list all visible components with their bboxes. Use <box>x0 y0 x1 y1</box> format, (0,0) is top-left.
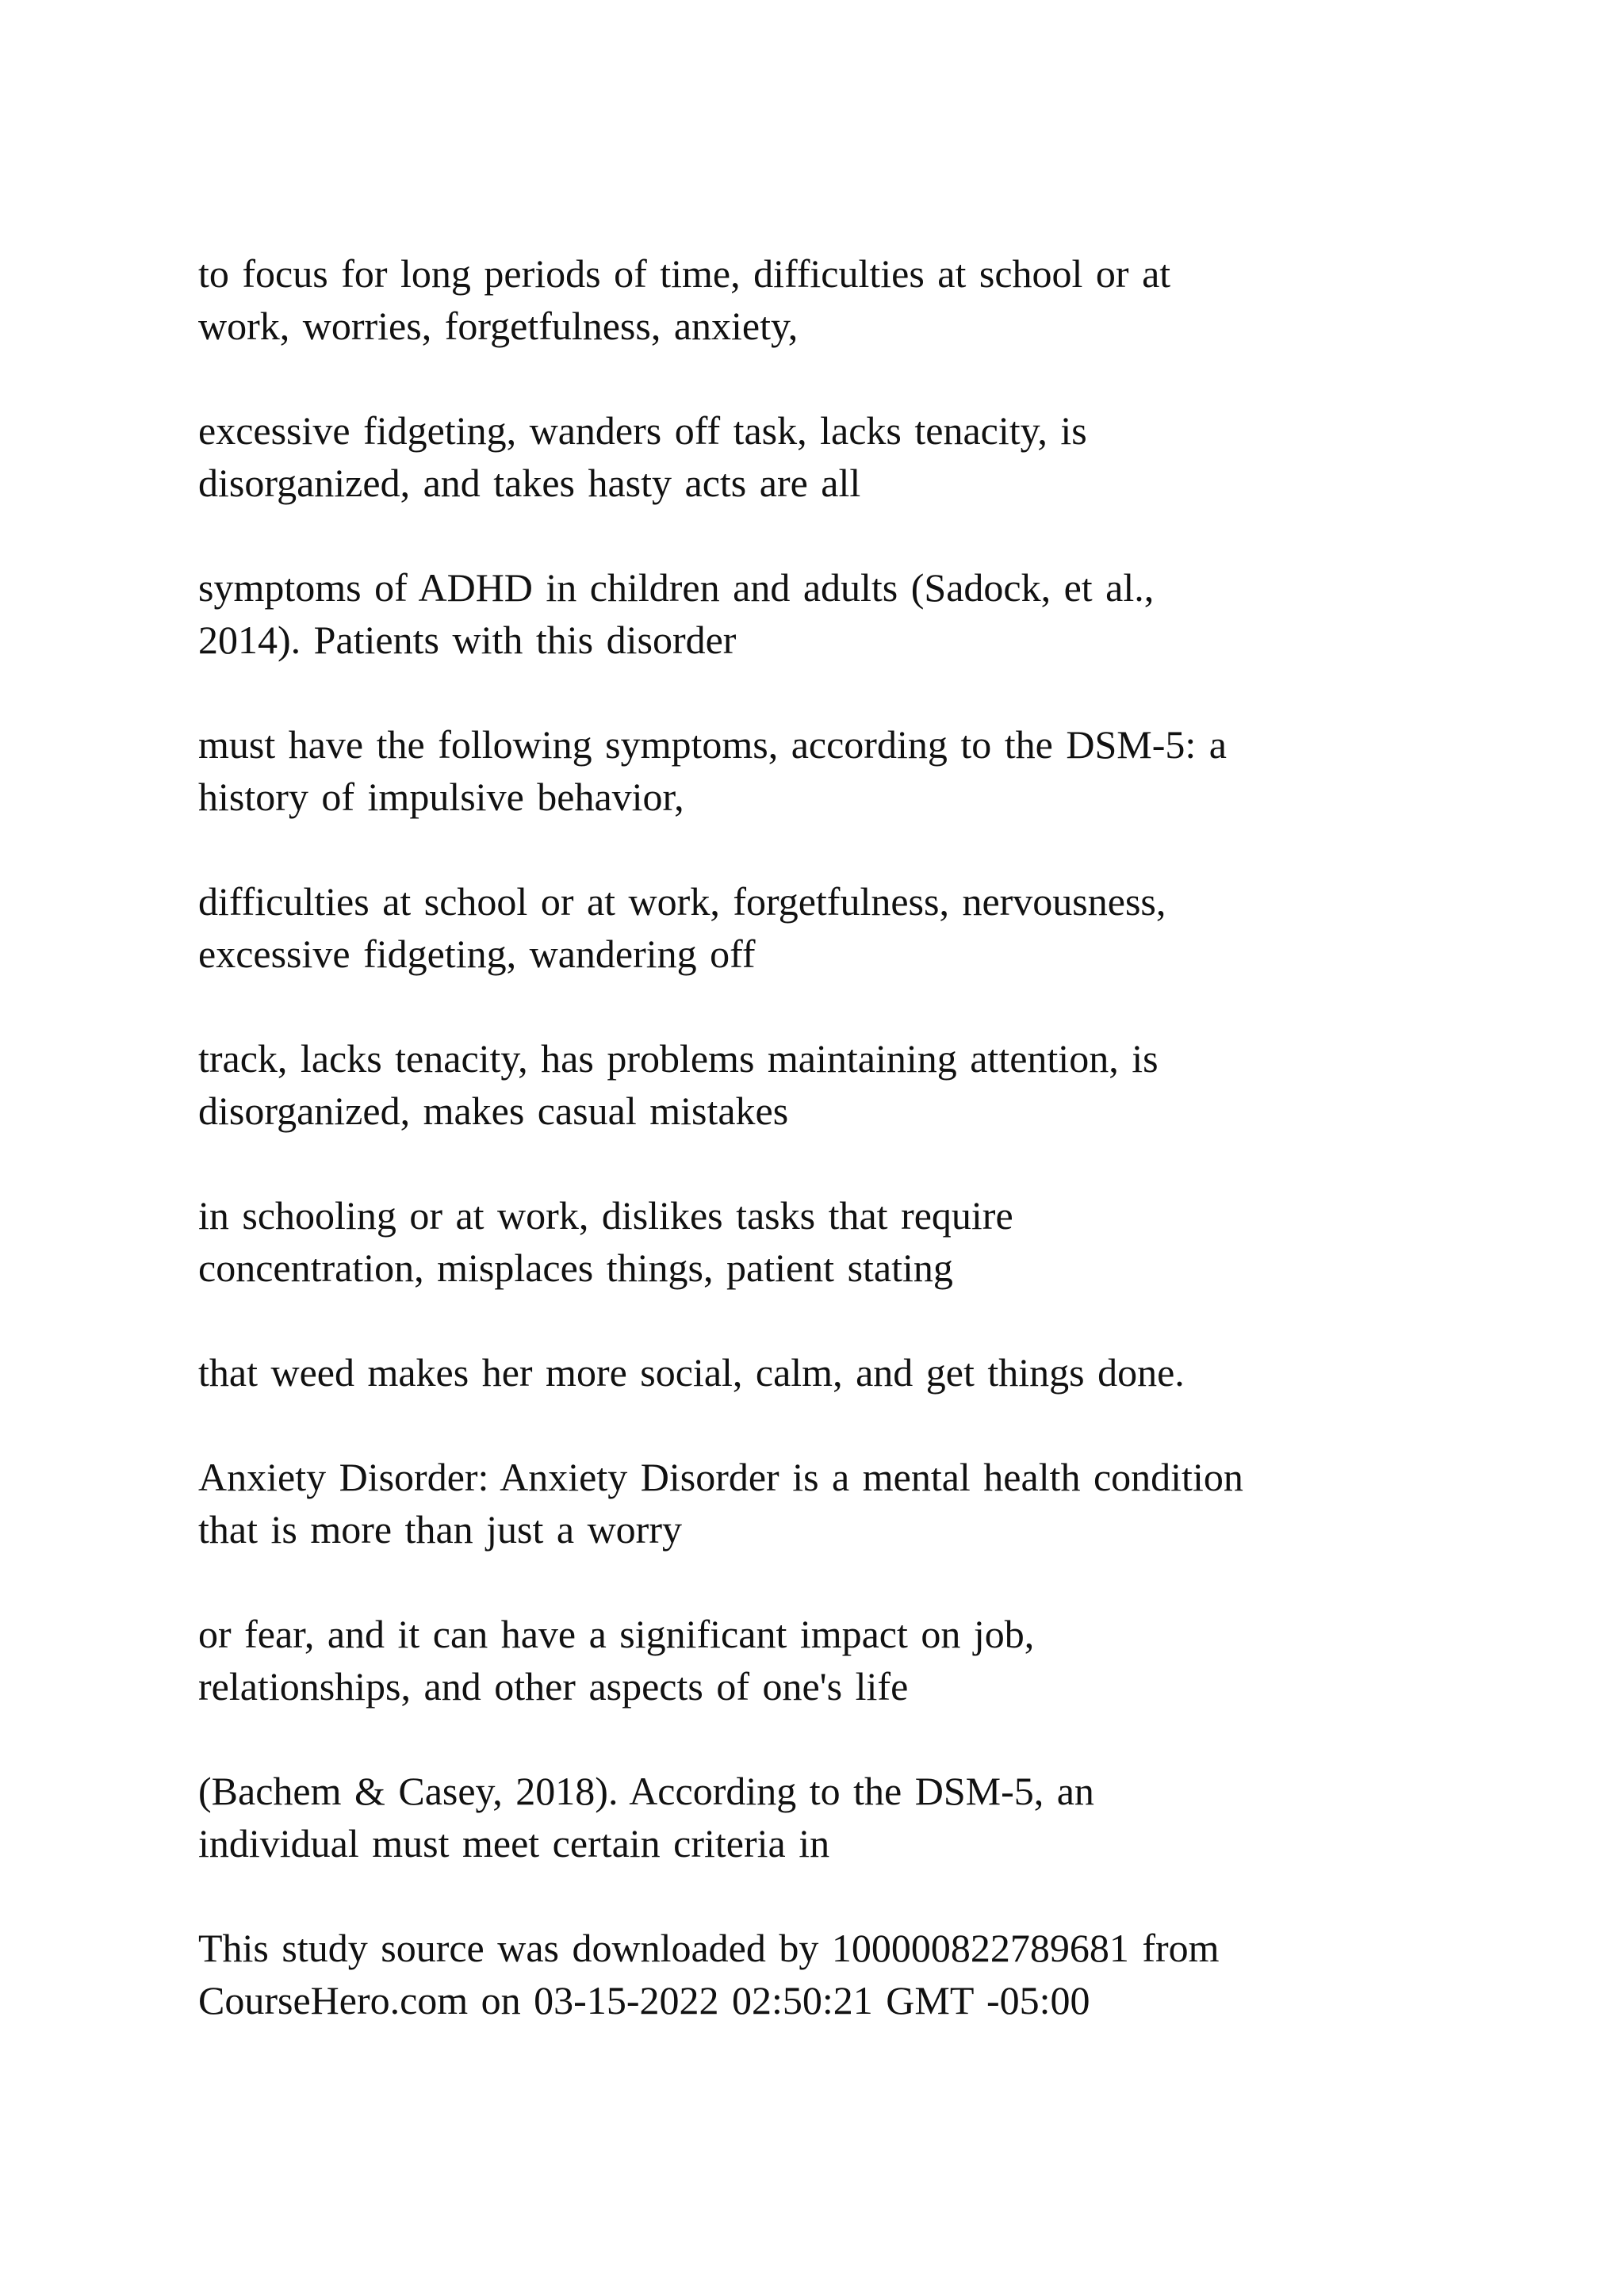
text-line: relationships, and other aspects of one's life <box>198 1664 909 1709</box>
text-line: 2014). Patients with this disorder <box>198 618 737 662</box>
text-line: concentration, misplaces things, patient stating <box>198 1246 953 1290</box>
text-line: (Bachem & Casey, 2018). According to the DSM-5, an <box>198 1769 1094 1813</box>
text-line: individual must meet certain criteria in <box>198 1821 830 1866</box>
text-line: work, worries, forgetfulness, anxiety, <box>198 304 799 348</box>
download-notice <box>198 1922 1515 2026</box>
download-notice-line: CourseHero.com on 03-15-2022 02:50:21 GMT -05:00 <box>198 1978 1090 2022</box>
text-line: difficulties at school or at work, forgetfulness, nervousness, <box>198 879 1166 924</box>
paragraph <box>198 1608 1515 1712</box>
text-line: disorganized, makes casual mistakes <box>198 1089 789 1133</box>
text-line: that weed makes her more social, calm, and get things done. <box>198 1350 1185 1395</box>
text-line: that is more than just a worry <box>198 1507 682 1552</box>
paragraph <box>198 1189 1515 1294</box>
text-line: Anxiety Disorder: Anxiety Disorder is a mental health condition <box>198 1455 1243 1499</box>
text-line: or fear, and it can have a significant impact on job, <box>198 1612 1035 1656</box>
text-line: track, lacks tenacity, has problems maintaining attention, is <box>198 1036 1159 1081</box>
download-notice-line: This study source was downloaded by 100000822789681 from <box>198 1926 1220 1970</box>
text-line: excessive fidgeting, wandering off <box>198 932 756 976</box>
text-line: symptoms of ADHD in children and adults (Sadock, et al., <box>198 565 1155 610</box>
text-line: in schooling or at work, dislikes tasks that require <box>198 1193 1013 1238</box>
text-line: disorganized, and takes hasty acts are all <box>198 461 861 505</box>
paragraph <box>198 247 1515 352</box>
text-line: history of impulsive behavior, <box>198 775 684 819</box>
document-body <box>198 247 1515 2079</box>
text-line: must have the following symptoms, according to the DSM-5: a <box>198 722 1227 767</box>
paragraph <box>198 1451 1515 1556</box>
text-line: to focus for long periods of time, difficulties at school or at <box>198 251 1171 296</box>
paragraph <box>198 718 1515 823</box>
paragraph <box>198 1032 1515 1137</box>
paragraph <box>198 1765 1515 1869</box>
paragraph <box>198 404 1515 509</box>
paragraph <box>198 561 1515 666</box>
paragraph <box>198 875 1515 980</box>
text-line: excessive fidgeting, wanders off task, lacks tenacity, is <box>198 408 1087 453</box>
paragraph <box>198 1346 1515 1399</box>
